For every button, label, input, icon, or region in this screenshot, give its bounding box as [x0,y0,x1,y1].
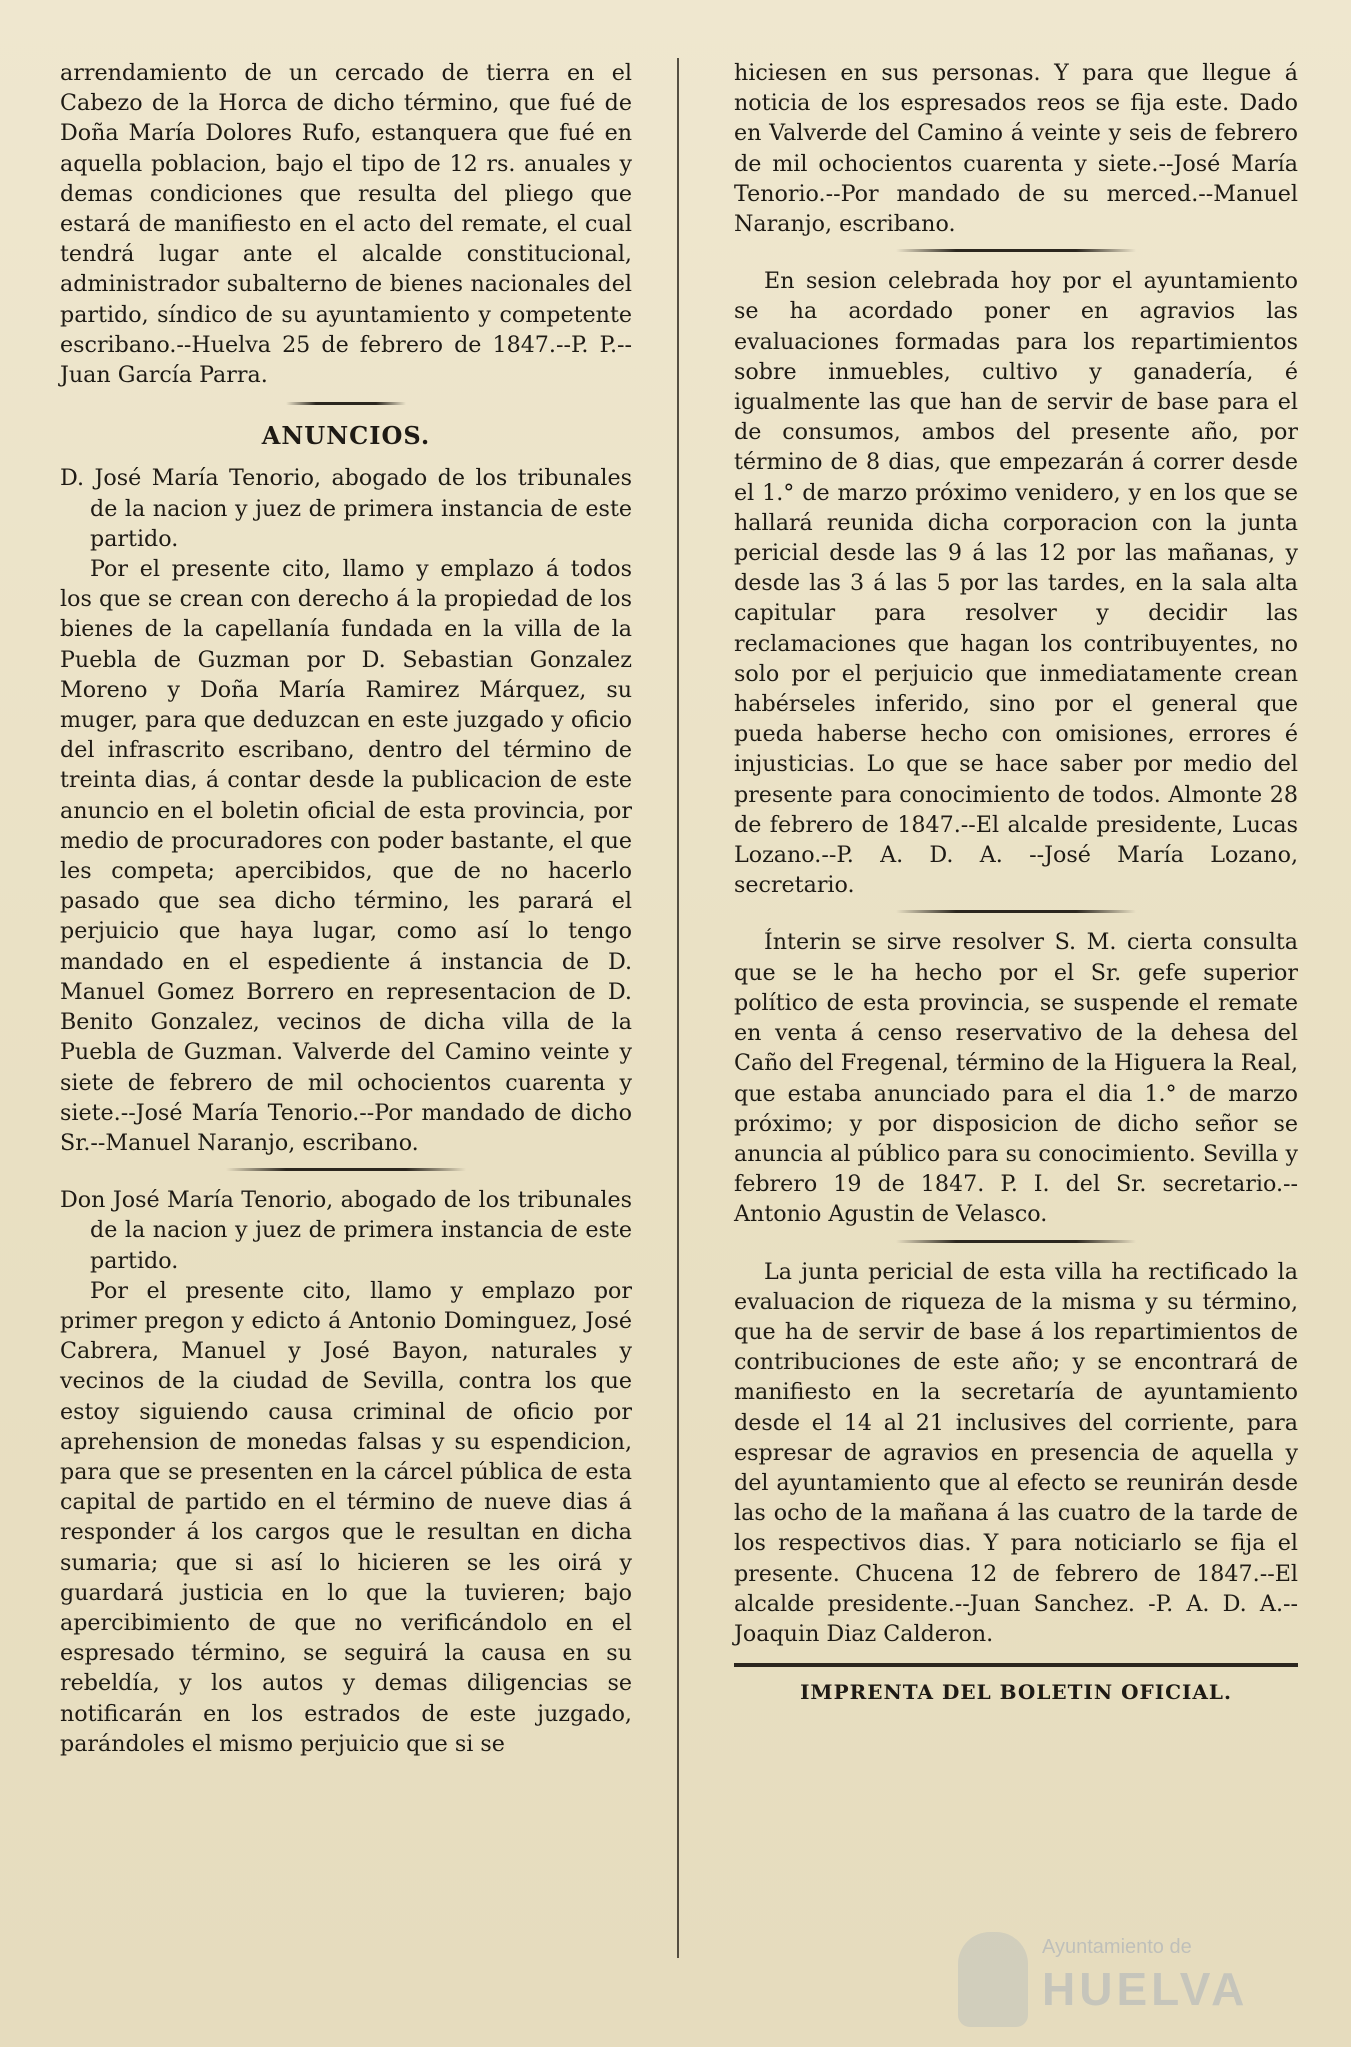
watermark-line1: Ayuntamiento de [1042,1936,1192,1958]
shield-icon [958,1932,1028,2027]
separator-rule [226,1168,466,1171]
printer-footer: IMPRENTA DEL BOLETIN OFICIAL. [800,1680,1232,1705]
chucena-notice: La junta pericial de esta villa ha rectificado la evaluacion de riqueza de la misma y su término, que ha de servir de base á los repartimientos de contribuciones de este año; y se encontrará de manifiesto en la secretaría de ayuntamiento desde el 14 al 21 inclusives del corriente, para espresar de agravios en presencia de aquella y del ayuntamiento que al efecto se reunirán desde las ocho de la mañana á las cuatro de la tarde de los respectivos dias. Y para noticiarlo se fija el presente. Chucena 12 de febrero de 1847.--El alcalde presidente.--Juan Sanchez. -P. A. D. A.--Joaquin Diaz Calderon. [734,1258,1298,1647]
footer-rule [734,1663,1298,1667]
separator-rule [896,249,1136,252]
right-column [734,58,1298,1707]
section-heading-anuncios: ANUNCIOS. [261,421,431,451]
ad2-title: Don José María Tenorio, abogado de los tribunales de la nacion y juez de primera instancia de este partido. [60,1187,632,1274]
ad1-title: D. José María Tenorio, abogado de los tribunales de la nacion y juez de primera instancia de este partido. [60,465,632,552]
ad1-body: Por el presente cito, llamo y emplazo á todos los que se crean con derecho á la propiedad de los bienes de la capellanía fundada en la villa de la Puebla de Guzman por D. Sebastian Gonzalez Moreno y Doña María Ramirez Márquez, su muger, para que deduzcan en este juzgado y oficio del infrascrito escribano, dentro del término de treinta dias, á contar desde la publicacion de este anuncio en el boletin oficial de esta provincia, por medio de procuradores con poder bastante, el que les competa; apercibidos, que de no hacerlo pasado que sea dicho término, les parará el perjuicio que haya lugar, como así lo tengo mandado en el espediente á instancia de D. Manuel Gomez Borrero en representacion de D. Benito Gonzalez, vecinos de dicha villa de la Puebla de Guzman. Valverde del Camino veinte y siete de febrero de mil ochocientos cuarenta y siete.--José María Tenorio.--Por mandado de dicho Sr.--Manuel Naranjo, escribano. [60,556,632,1156]
separator-rule [896,1240,1136,1243]
separator-rule [896,910,1136,913]
auction-notice-ending: arrendamiento de un cercado de tierra en el Cabezo de la Horca de dicho término, que fué de Doña María Dolores Rufo, estanquera que fué en aquella poblacion, bajo el tipo de 12 rs. anuales y demas condiciones que resulta del pliego que estará de manifiesto en el acto del remate, el cual tendrá lugar ante el alcalde constitucional, administrador subalterno de bienes nacionales del partido, síndico de su ayuntamiento y competente escribano.--Huelva 25 de febrero de 1847.--P. P.--Juan García Parra. [60,60,632,389]
watermark-line2: HUELVA [1042,1963,1249,2015]
ad2-continuation: hiciesen en sus personas. Y para que llegue á noticia de los espresados reos se fija este. Dado en Valverde del Camino á veinte y seis de febrero de mil ochocientos cuarenta y siete.--José María Tenorio.--Por mandado de su merced.--Manuel Naranjo, escribano. [734,60,1298,238]
ad2-body: Por el presente cito, llamo y emplazo por primer pregon y edicto á Antonio Dominguez, José Cabrera, Manuel y José Bayon, naturales y vecinos de la ciudad de Sevilla, contra los que estoy siguiendo causa criminal de oficio por aprehension de monedas falsas y su espendicion, para que se presenten en la cárcel pública de esta capital de partido en el término de nueve dias á responder á los cargos que le resultan en dicha sumaria; que si así lo hicieren se les oirá y guardará justicia en lo que la tuvieren; bajo apercibimiento de que no verificándolo en el espresado término, se seguirá la causa en su rebeldía, y los autos y demas diligencias se notificarán en los estrados de este juzgado, parándoles el mismo perjuicio que si se [60,1277,632,1757]
almonte-notice: En sesion celebrada hoy por el ayuntamiento se ha acordado poner en agravios las evaluaciones formadas para los repartimientos sobre inmuebles, cultivo y ganadería, é igualmente las que han de servir de base para el de consumos, ambos del presente año, por término de 8 dias, que empezarán á correr desde el 1.° de marzo próximo venidero, y en los que se hallará reunida dicha corporacion con la junta pericial desde las 9 á las 12 por las mañanas, y desde las 3 á las 5 por las tardes, en la sala alta capitular para resolver y decidir las reclamaciones que hagan los contribuyentes, no solo por el perjuicio que inmediatamente crean habérseles inferido, sino por el general que pueda haberse hecho con omisiones, errores é injusticias. Lo que se hace saber por medio del presente para conocimiento de todos. Almonte 28 de febrero de 1847.--El alcalde presidente, Lucas Lozano.--P. A. D. A. --José María Lozano, secretario. [734,268,1298,899]
left-column [60,58,632,1759]
sevilla-notice: Ínterin se sirve resolver S. M. cierta consulta que se le ha hecho por el Sr. gefe superior político de esta provincia, se suspende el remate en venta á censo reservativo de la dehesa del Caño del Fregenal, término de la Higuera la Real, que estaba anunciado para el dia 1.° de marzo próximo; y por disposicion de dicho señor se anuncia al público para su conocimiento. Sevilla y febrero 19 de 1847. P. I. del Sr. secretario.--Antonio Agustin de Velasco. [734,929,1298,1228]
separator-rule [286,402,406,405]
column-divider [677,58,679,1958]
archive-watermark [958,1932,1318,2032]
